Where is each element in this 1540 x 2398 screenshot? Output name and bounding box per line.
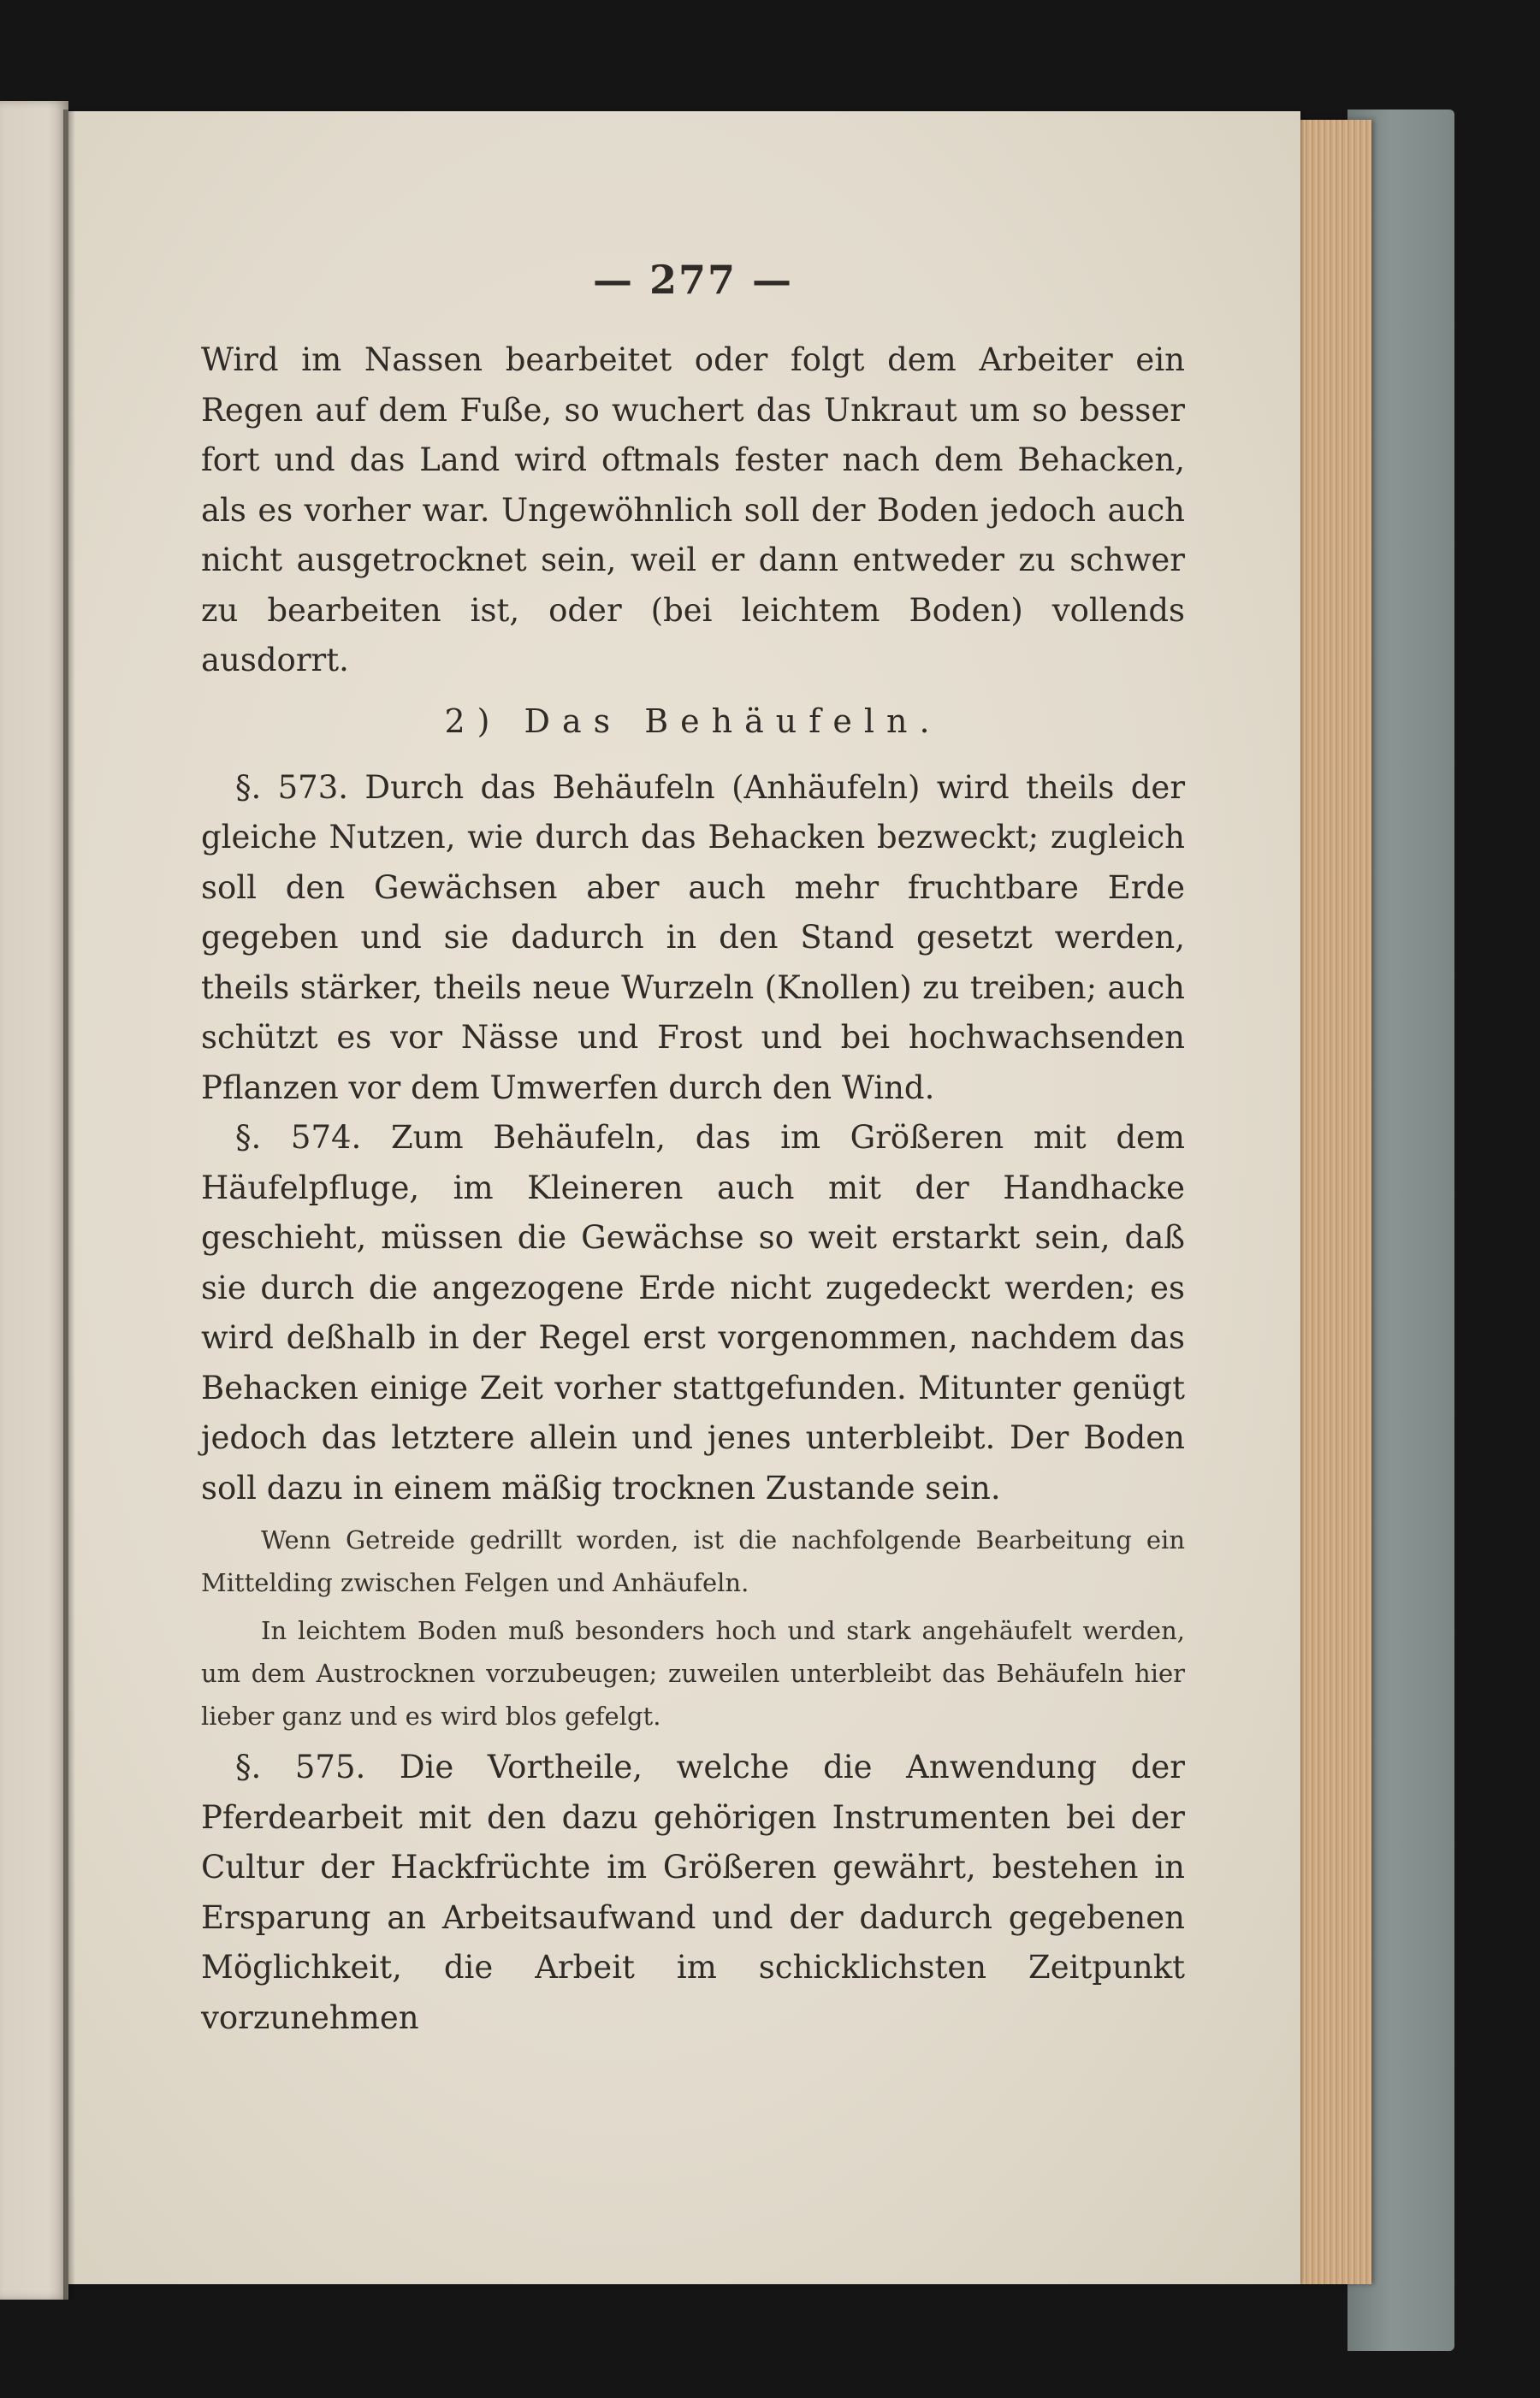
- footnote-drilled-grain: Wenn Getreide gedrillt worden, ist die nachfolgende Bearbeitung ein Mittelding zwischen Felgen und Anhäufeln.: [201, 1525, 1185, 1597]
- section-heading: 2) Das Behäufeln.: [444, 702, 942, 740]
- page-number: — 277 —: [592, 257, 794, 303]
- gutter-shadow: [63, 110, 75, 2300]
- paragraph-573-label: §. 573.: [235, 768, 349, 806]
- paragraph-574: [201, 1113, 1185, 1513]
- paragraph-575-label: §. 575.: [235, 1749, 366, 1785]
- page-edges-stack: [1296, 120, 1371, 2284]
- book-page: [68, 111, 1300, 2284]
- paragraph-574-label: §. 574.: [235, 1119, 362, 1156]
- paragraph-574-text: Zum Behäufeln, das im Größeren mit dem Häufelpfluge, im Kleineren auch mit der Handhacke geschieht, müssen die Gewächse so weit erstarkt sein, daß sie durch die angezogene Erde nicht zugedeckt werden; es wird deßhalb in der Regel erst vorgenommen, nachdem das Behacken einige Zeit vorher stattgefunden. Mitunter genügt jedoch das letztere allein und jenes unterbleibt. Der Boden soll dazu in einem mäßig trocknen Zustande sein.: [201, 1119, 1185, 1507]
- paragraph-573-text: Durch das Behäufeln (Anhäufeln) wird theils der gleiche Nutzen, wie durch das Behacken bezweckt; zugleich soll den Gewächsen aber auch mehr fruchtbare Erde gegeben und sie dadurch in den Stand gesetzt werden, theils stärker, theils neue Wurzeln (Knollen) zu treiben; auch schützt es vor Nässe und Frost und bei hochwachsenden Pflanzen vor dem Umwerfen durch den Wind.: [201, 768, 1186, 1106]
- page-content: [201, 257, 1185, 2043]
- opening-paragraph: Wird im Nassen bearbeitet oder folgt dem Arbeiter ein Regen auf dem Fuße, so wuchert das Unkraut um so besser fort und das Land wird oftmals fester nach dem Behacken, als es vorher war. Ungewöhnlich soll der Boden jedoch auch nicht ausgetrocknet sein, weil er dann entweder zu schwer zu bearbeiten ist, oder (bei leichtem Boden) vollends ausdorrt.: [201, 341, 1185, 678]
- paragraph-573: [201, 763, 1185, 1114]
- footnote-light-soil: In leichtem Boden muß besonders hoch und stark angehäufelt werden, um dem Austrocknen vorzubeugen; zuweilen unterbleibt das Behäufeln hier lieber ganz und es wird blos gefelgt.: [201, 1616, 1185, 1731]
- paragraph-575: [201, 1743, 1185, 2043]
- paragraph-575-text: Die Vortheile, welche die Anwendung der Pferdearbeit mit den dazu gehörigen Instrumenten bei der Cultur der Hackfrüchte im Größeren gewährt, bestehen in Ersparung an Arbeitsaufwand und der dadurch gegebenen Möglichkeit, die Arbeit im schicklichsten Zeitpunkt vorzunehmen: [201, 1749, 1185, 2036]
- left-facing-page-edge: [0, 101, 68, 2300]
